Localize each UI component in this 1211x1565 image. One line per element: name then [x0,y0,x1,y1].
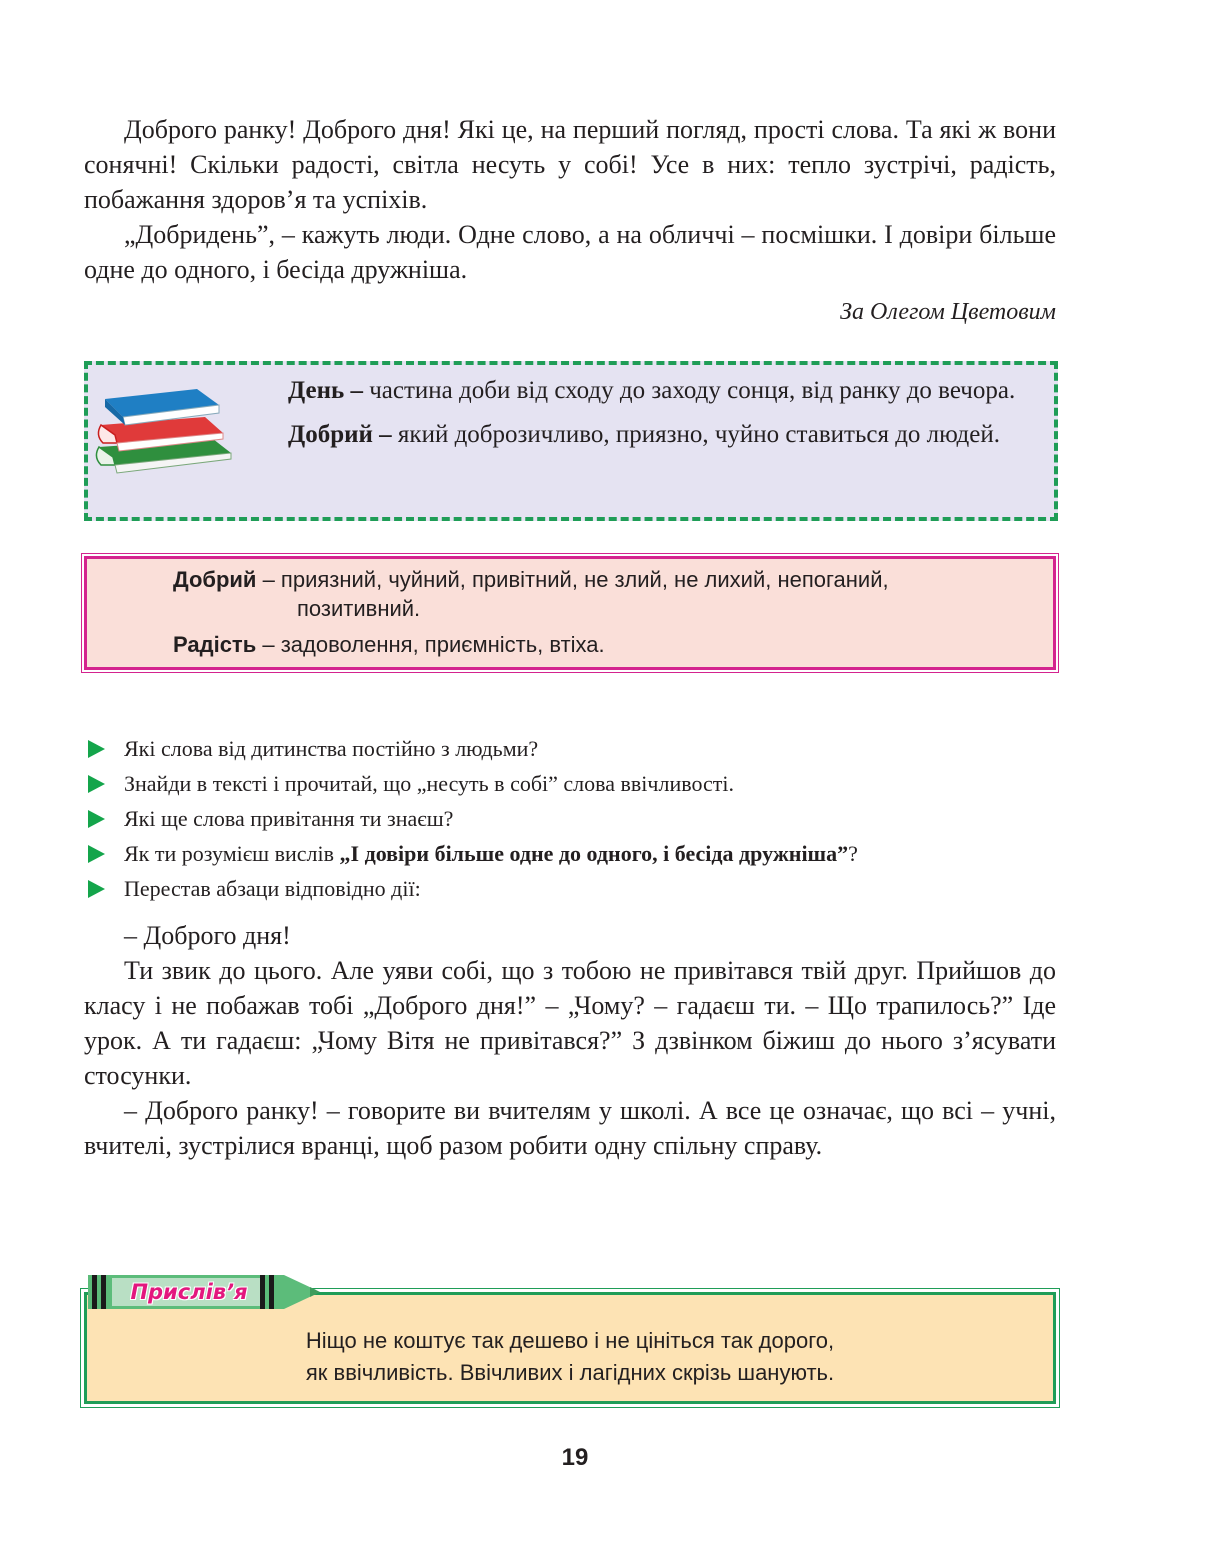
term: День – [288,377,363,404]
proverb-line: Ніщо не коштує так дешево і не цініться так дорого, [305,1328,835,1353]
intro-paragraph: Доброго ранку! Доброго дня! Які це, на перший погляд, прості слова. Та які ж вони сонячні! Скільки радості, світла несуть у собі! Усе в них: тепло зустрічі, радість, побажання здоров’я та успіхів. [84,115,1056,214]
synonyms-box [84,556,1056,670]
author-attribution: За Олегом Цветовим [840,299,1056,325]
synonym-list: – приязний, чуйний, привітний, не злий, не лихий, непоганий, [256,567,889,592]
proverb-line: як ввічливість. Ввічливих і лагідних скрізь шанують. [305,1360,835,1385]
triangle-bullet-icon [88,775,105,793]
question-list [86,731,1066,906]
triangle-bullet-icon [88,845,105,863]
vocabulary-box [84,361,1058,521]
triangle-bullet-icon [88,740,105,758]
proverb-label: Прислів’я [130,1280,248,1304]
books-icon [93,381,233,476]
triangle-bullet-icon [88,880,105,898]
story-paragraph: – Доброго ранку! – говорите ви вчителям у школі. А все це означає, що всі – учні, вчителі, зустрілися вранці, щоб разом робити одну спільну справу. [84,1096,1056,1160]
triangle-bullet-icon [88,810,105,828]
definition: частина доби від сходу до заходу сонця, від ранку до вечора. [362,377,1016,404]
synonym-entry [173,565,889,594]
synonym-term: Радість [173,632,257,657]
question-item: Які слова від дитинства постійно з людьми? [86,731,1066,766]
page-number: 19 [561,1444,589,1471]
story-text [84,918,1056,1163]
story-paragraph: Ти звик до цього. Але уяви собі, що з тобою не привітався твій друг. Прийшов до класу і не побажав тобі „Доброго дня!” – „Чому? – гадаєш ти. – Що трапилось?” Іде урок. А ти гадаєш: „Чому Вітя не привітався?” З дзвінком біжиш до нього з’ясувати стосунки. [84,956,1056,1090]
term: Добрий – [288,421,392,448]
vocabulary-definitions [247,375,1040,463]
story-paragraph: – Доброго дня! [124,921,291,950]
question-item: Перестав абзаци відповідно дії: [86,871,1066,906]
question-item: Як ти розумієш вислів „І довіри більше одне до одного, і бесіда дружніша”? [86,836,1066,871]
synonym-list: – задоволення, приємність, втіха. [256,632,605,657]
synonym-entry [173,630,605,659]
proverb-text [87,1325,1053,1389]
synonym-continuation: позитивний. [297,596,421,621]
definition-kind [247,419,1040,451]
definition: який доброзичливо, приязно, чуйно ставиться до людей. [391,421,1000,448]
question-item: Знайди в тексті і прочитай, що „несуть в собі” слова ввічливості. [86,766,1066,801]
intro-text [84,112,1056,287]
quoted-phrase: „І довіри більше одне до одного, і бесіда дружніша” [339,841,849,866]
definition-day [247,375,1040,407]
synonym-term: Добрий [173,567,257,592]
intro-paragraph: „Добридень”, – кажуть люди. Одне слово, а на обличчі – посмішки. І довіри більше одне до одного, і бесіда дружніша. [84,220,1056,284]
question-item: Які ще слова привітання ти знаєш? [86,801,1066,836]
